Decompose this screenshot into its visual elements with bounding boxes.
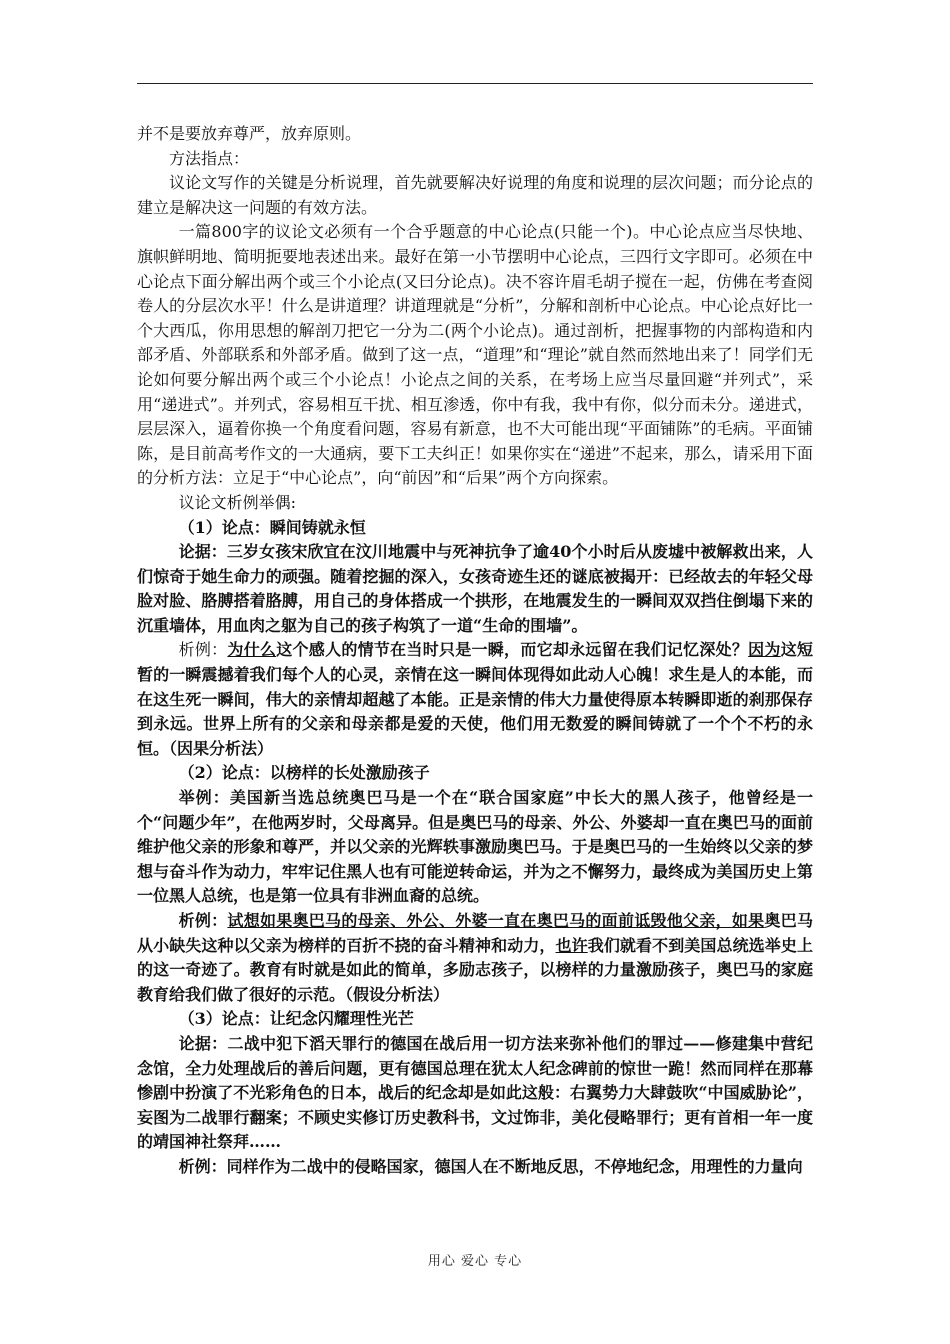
example-heading: （1）论点：瞬间铸就永恒 xyxy=(178,517,366,537)
example-heading: （2）论点：以榜样的长处激励孩子 xyxy=(178,763,430,783)
analysis-label: 析例： xyxy=(178,911,228,930)
page-footer: 用心 爱心 专心 xyxy=(427,1254,523,1269)
analysis-text: 同样作为二战中的侵略国家，德国人在不断地反思，不停地纪念，用理性的力量向 xyxy=(226,1156,803,1176)
analysis-keyword: 试想如果奥巴马的母亲、外公、外婆一直在奥巴马的面前诋毁他父亲， xyxy=(227,911,732,930)
example-analysis xyxy=(137,638,813,761)
analysis-keyword: 也许 xyxy=(555,935,588,955)
paragraph: 一篇800字的议论文必须有一个合乎题意的中心论点(只能一个)。中心论点应当尽快地、旗帜鲜明地、简明扼要地表述出来。最好在第一小节摆明中心论点，三四行文字即可。必须在中心论点下面分解出两个或三个小论点(又曰分论点)。决不容许眉毛胡子搅在一起，仿佛在考查阅卷人的分层次水平！什么是讲道理？讲道理就是“分析”，分解和剖析中心论点。中心论点好比一个大西瓜，你用思想的解剖刀把它一分为二(两个小论点)。通过剖析，把握事物的内部构造和内部矛盾、外部联系和外部矛盾。做到了这一点，“道理”和“理论”就自然而然地出来了！同学们无论如何要分解出两个或三个小论点！小论点之间的关系，在考场上应当尽量回避“并列式”，采用“递进式”。并列式，容易相互干扰、相互渗透，你中有我，我中有你，似分而未分。递进式，层层深入，逼着你换一个角度看问题，容易有新意，也不大可能出现“平面铺陈”的毛病。平面铺陈，是目前高考作文的一大通病，要下工夫纠正！如果你实在“递进”不起来，那么，请采用下面的分析方法：立足于“中心论点”，向“前因”和“后果”两个方向探索。 xyxy=(137,222,813,488)
section-label: 议论文析例举偶: xyxy=(178,492,296,512)
analysis-label: 析例： xyxy=(178,640,228,660)
analysis-text: 我们就看不到美国总统选举史上的这一奇迹了。教育有时就是如此的简单，多励志孩子，以榜样的力量激励孩子，奥巴马的家庭教育给我们做了很好的示范。（假设分析法） xyxy=(137,935,813,1004)
evidence-label: 论据： xyxy=(178,1033,228,1053)
paragraph: 议论文写作的关键是分析说理，首先就要解决好说理的角度和说理的层次问题；而分论点的建立是解决这一问题的有效方法。 xyxy=(137,173,813,217)
evidence-label: 举例： xyxy=(178,788,230,808)
analysis-keyword: 因为 xyxy=(748,640,781,660)
section-label: 方法指点： xyxy=(169,148,250,168)
example-evidence xyxy=(137,540,813,638)
document-body xyxy=(137,122,813,1180)
evidence-text: 二战中犯下滔天罪行的德国在战后用一切方法来弥补他们的罪过——修建集中营纪念馆，全力处理战后的善后问题，更有德国总理在犹太人纪念碑前的惊世一跪！然而同样在那幕惨剧中扮演了不光彩角色的日本，战后的纪念却是如此这般：右翼势力大肆鼓吹“中国威胁论”，妄图为二战罪行翻案；不顾史实修订历史教科书，文过饰非，美化侵略罪行；更有首相一年一度的靖国神社祭拜…… xyxy=(137,1033,813,1152)
paragraph: 并不是要放弃尊严，放弃原则。 xyxy=(137,124,362,143)
example-heading: （3）论点：让纪念闪耀理性光芒 xyxy=(178,1009,414,1029)
analysis-text: 这短暂的一瞬震撼着我们每个人的心灵，亲情在这一瞬间体现得如此动人心魄！求生是人的本能，而在这生死一瞬间，伟大的亲情却超越了本能。正是亲情的伟大力量使得原本转瞬即逝的刹那保存到永远。世界上所有的父亲和母亲都是爱的天使，他们用无数爱的瞬间铸就了一个个不朽的永恒。（因果分析法） xyxy=(137,640,813,758)
analysis-keyword: 为什么 xyxy=(227,640,277,660)
analysis-keyword: 如果 xyxy=(731,911,765,930)
analysis-label: 析例： xyxy=(178,1156,227,1176)
evidence-label: 论据： xyxy=(178,542,227,562)
evidence-text: 三岁女孩宋欣宜在汶川地震中与死神抗争了逾40个小时后从废墟中被解救出来，人们惊奇于她生命力的顽强。随着挖掘的深入，女孩奇迹生还的谜底被揭开：已经故去的年轻父母脸对脸、胳膊搭着胳膊，用自己的身体搭成一个拱形，在地震发生的一瞬间双双挡住倒塌下来的沉重墙体，用血肉之躯为自己的孩子构筑了一道“生命的围墙”。 xyxy=(137,542,813,635)
analysis-text: 奥巴马从小缺失这种以父亲为榜样的百折不挠的奋斗精神和动力， xyxy=(137,911,813,955)
example-evidence xyxy=(137,786,813,909)
evidence-text: 美国新当选总统奥巴马是一个在“联合国家庭”中长大的黑人孩子，他曾经是一个“问题少年”，在他两岁时，父母离异。但是奥巴马的母亲、外公、外婆却一直在奥巴马的面前维护他父亲的形象和尊严，并以父亲的光辉轶事激励奥巴马。于是奥巴马的一生始终以父亲的梦想与奋斗作为动力，牢牢记住黑人也有可能逆转命运，并为之不懈努力，最终成为美国历史上第一位黑人总统，也是第一位具有非洲血裔的总统。 xyxy=(137,788,813,906)
header-rule xyxy=(137,83,813,84)
example-analysis xyxy=(137,1155,813,1180)
example-analysis xyxy=(137,909,813,1007)
example-evidence xyxy=(137,1032,813,1155)
analysis-text: 这个感人的情节在当时只是一瞬，而它却永远留在我们记忆深处？ xyxy=(276,640,749,660)
